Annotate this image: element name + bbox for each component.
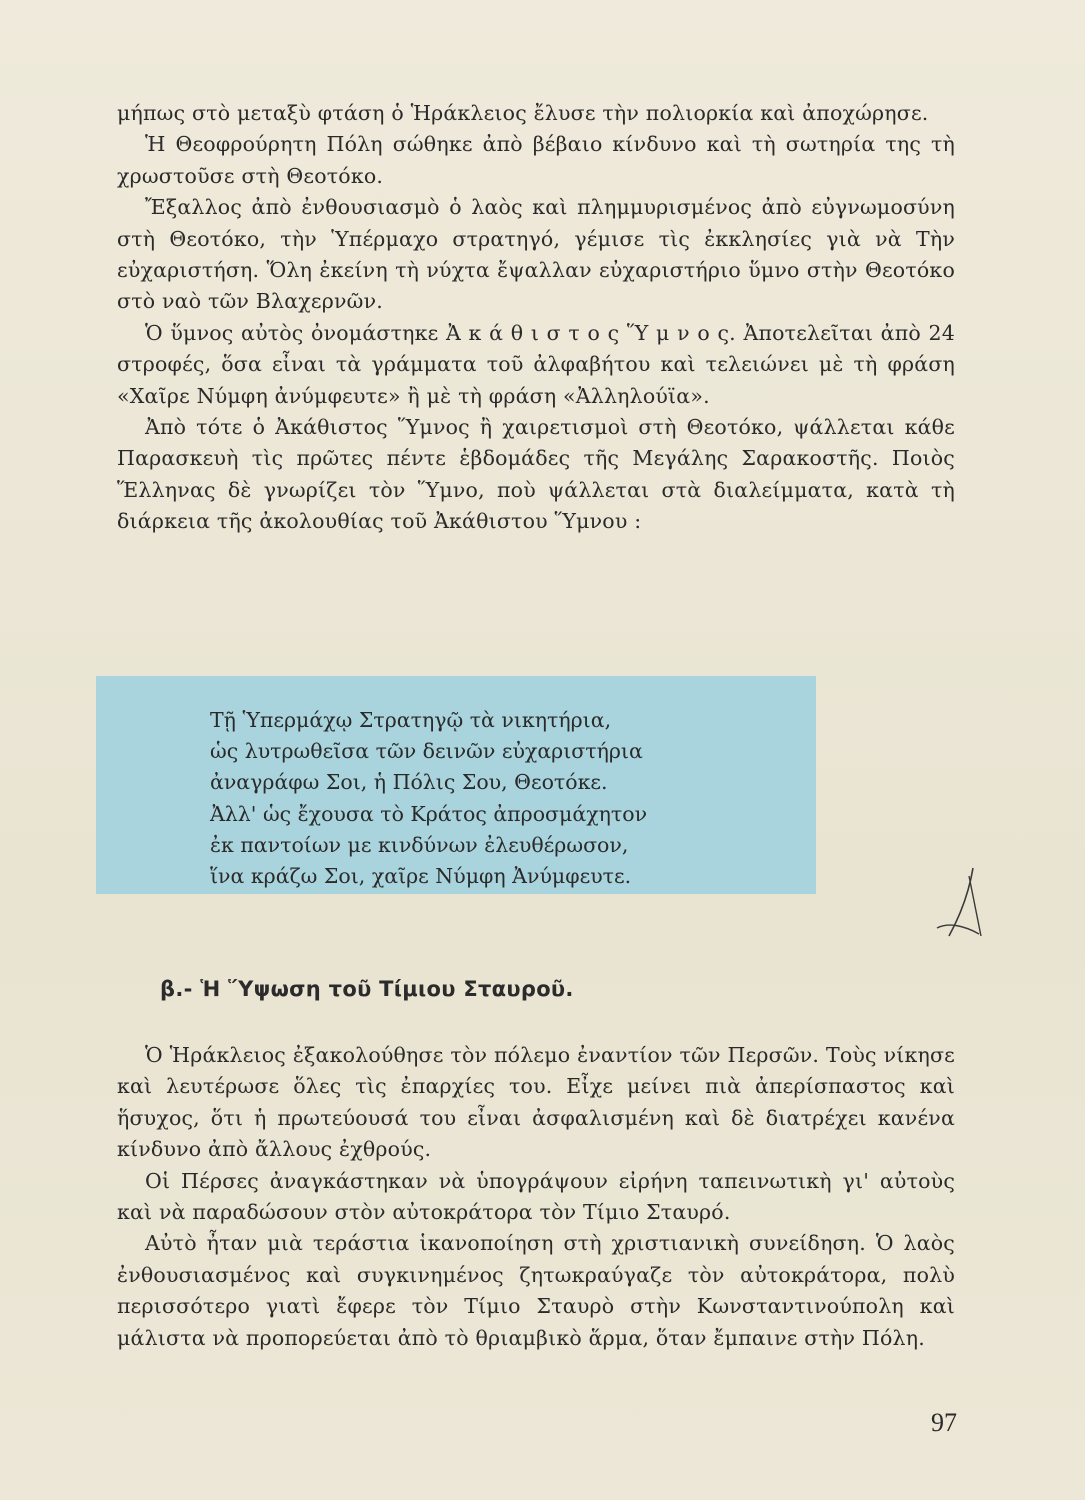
hymn-line-4: Ἀλλ' ὡς ἔχουσα τὸ Κράτος ἀπροσμάχητον [210, 801, 648, 826]
hymn-line-3: ἀναγράφω Σοι, ἡ Πόλις Σου, Θεοτόκε. [210, 770, 608, 795]
page-number: 97 [931, 1408, 957, 1437]
paragraph-6: Ὁ Ἡράκλειος ἐξακολούθησε τὸν πόλεμο ἐναντίον τῶν Περσῶν. Τοὺς νίκησε καὶ λευτέρωσε ὅλες τὶς ἐπαρχίες του. Εἶχε μείνει πιὰ ἀπερίσπαστος καὶ ἥσυχος, ὅτι ἡ πρωτεύουσά του εἶναι ἀσφαλισμένη καὶ δὲ διατρέχει κανένα κίνδυνο ἀπὸ ἄλλους ἐχθρούς. [117, 1043, 955, 1162]
hymn-text [210, 705, 647, 892]
hymn-line-6: ἵνα κράζω Σοι, χαῖρε Νύμφη Ἀνύμφευτε. [210, 864, 632, 889]
paragraph-1: μήπως στὸ μεταξὺ φτάση ὁ Ἡράκλειος ἔλυσε τὴν πολιορκία καὶ ἀποχώρησε. [117, 101, 929, 125]
paragraph-7: Οἱ Πέρσες ἀναγκάστηκαν νὰ ὑπογράψουν εἰρήνη ταπεινωτικὴ γι' αὐτοὺς καὶ νὰ παραδώσουν στὸν αὐτοκράτορα τὸν Τίμιο Σταυρό. [117, 1168, 955, 1225]
top-text-block [117, 98, 955, 538]
paragraph-2: Ἡ Θεοφρούρητη Πόλη σώθηκε ἀπὸ βέβαιο κίνδυνο καὶ τὴ σωτηρία της τὴ χρωστοῦσε στὴ Θεοτόκο. [117, 132, 955, 188]
paragraph-4: Ὁ ὕμνος αὐτὸς ὀνομάστηκε Ἀ κ ά θ ι σ τ ο ς Ὕ μ ν ο ς. Ἀποτελεῖται ἀπὸ 24 στροφές, ὅσα εἶναι τὰ γράμματα τοῦ ἀλφαβήτου καὶ τελειώνει μὲ τὴ φράση «Χαῖρε Νύμφη ἀνύμφευτε» ἢ μὲ τὴ φράση «Ἀλληλούϊα». [117, 320, 955, 408]
hymn-line-5: ἐκ παντοίων με κινδύνων ἐλευθέρωσον, [210, 832, 629, 857]
paragraph-8: Αὐτὸ ἦταν μιὰ τεράστια ἱκανοποίηση στὴ χριστιανικὴ συνείδηση. Ὁ λαὸς ἐνθουσιασμένος καὶ συγκινημένος ζητωκραύγαζε τὸν αὐτοκράτορα, πολὺ περισσότερο γιατὶ ἔφερε τὸν Τίμιο Σταυρὸ στὴν Κωνσταντινούπολη καὶ μάλιστα νὰ προπορεύεται ἀπὸ τὸ θριαμβικὸ ἅρμα, ὅταν ἔμπαινε στὴν Πόλη. [117, 1231, 955, 1350]
paragraph-5: Ἀπὸ τότε ὁ Ἀκάθιστος Ὕμνος ἢ χαιρετισμοὶ στὴ Θεοτόκο, ψάλλεται κάθε Παρασκευὴ τὶς πρῶτες πέντε ἑβδομάδες τῆς Μεγάλης Σαρακοστῆς. Ποιὸς Ἕλληνας δὲ γνωρίζει τὸν Ὕμνο, ποὺ ψάλλεται στὰ διαλείμματα, κατὰ τὴ διάρκεια τῆς ἀκολουθίας τοῦ Ἀκάθιστου Ὕμνου : [117, 415, 955, 534]
hymn-line-1: Τῇ Ὑπερμάχῳ Στρατηγῷ τὰ νικητήρια, [210, 708, 612, 732]
section-heading: β.- Ἡ Ὕψωση τοῦ Τίμιου Σταυροῦ. [160, 977, 574, 1001]
hymn-line-2: ὡς λυτρωθεῖσα τῶν δεινῶν εὐχαριστήρια [210, 739, 643, 764]
bottom-text-block [117, 1040, 955, 1354]
pencil-x-mark-icon [935, 862, 995, 942]
paragraph-3: Ἔξαλλος ἀπὸ ἐνθουσιασμὸ ὁ λαὸς καὶ πλημμυρισμένος ἀπὸ εὐγνωμοσύνη στὴ Θεοτόκο, τὴν Ὑπέρμαχο στρατηγό, γέμισε τὶς ἐκκλησίες γιὰ νὰ Τὴν εὐχαριστήση. Ὅλη ἐκείνη τὴ νύχτα ἔψαλλαν εὐχαριστήριο ὕμνο στὴν Θεοτόκο στὸ ναὸ τῶν Βλαχερνῶν. [117, 195, 955, 314]
